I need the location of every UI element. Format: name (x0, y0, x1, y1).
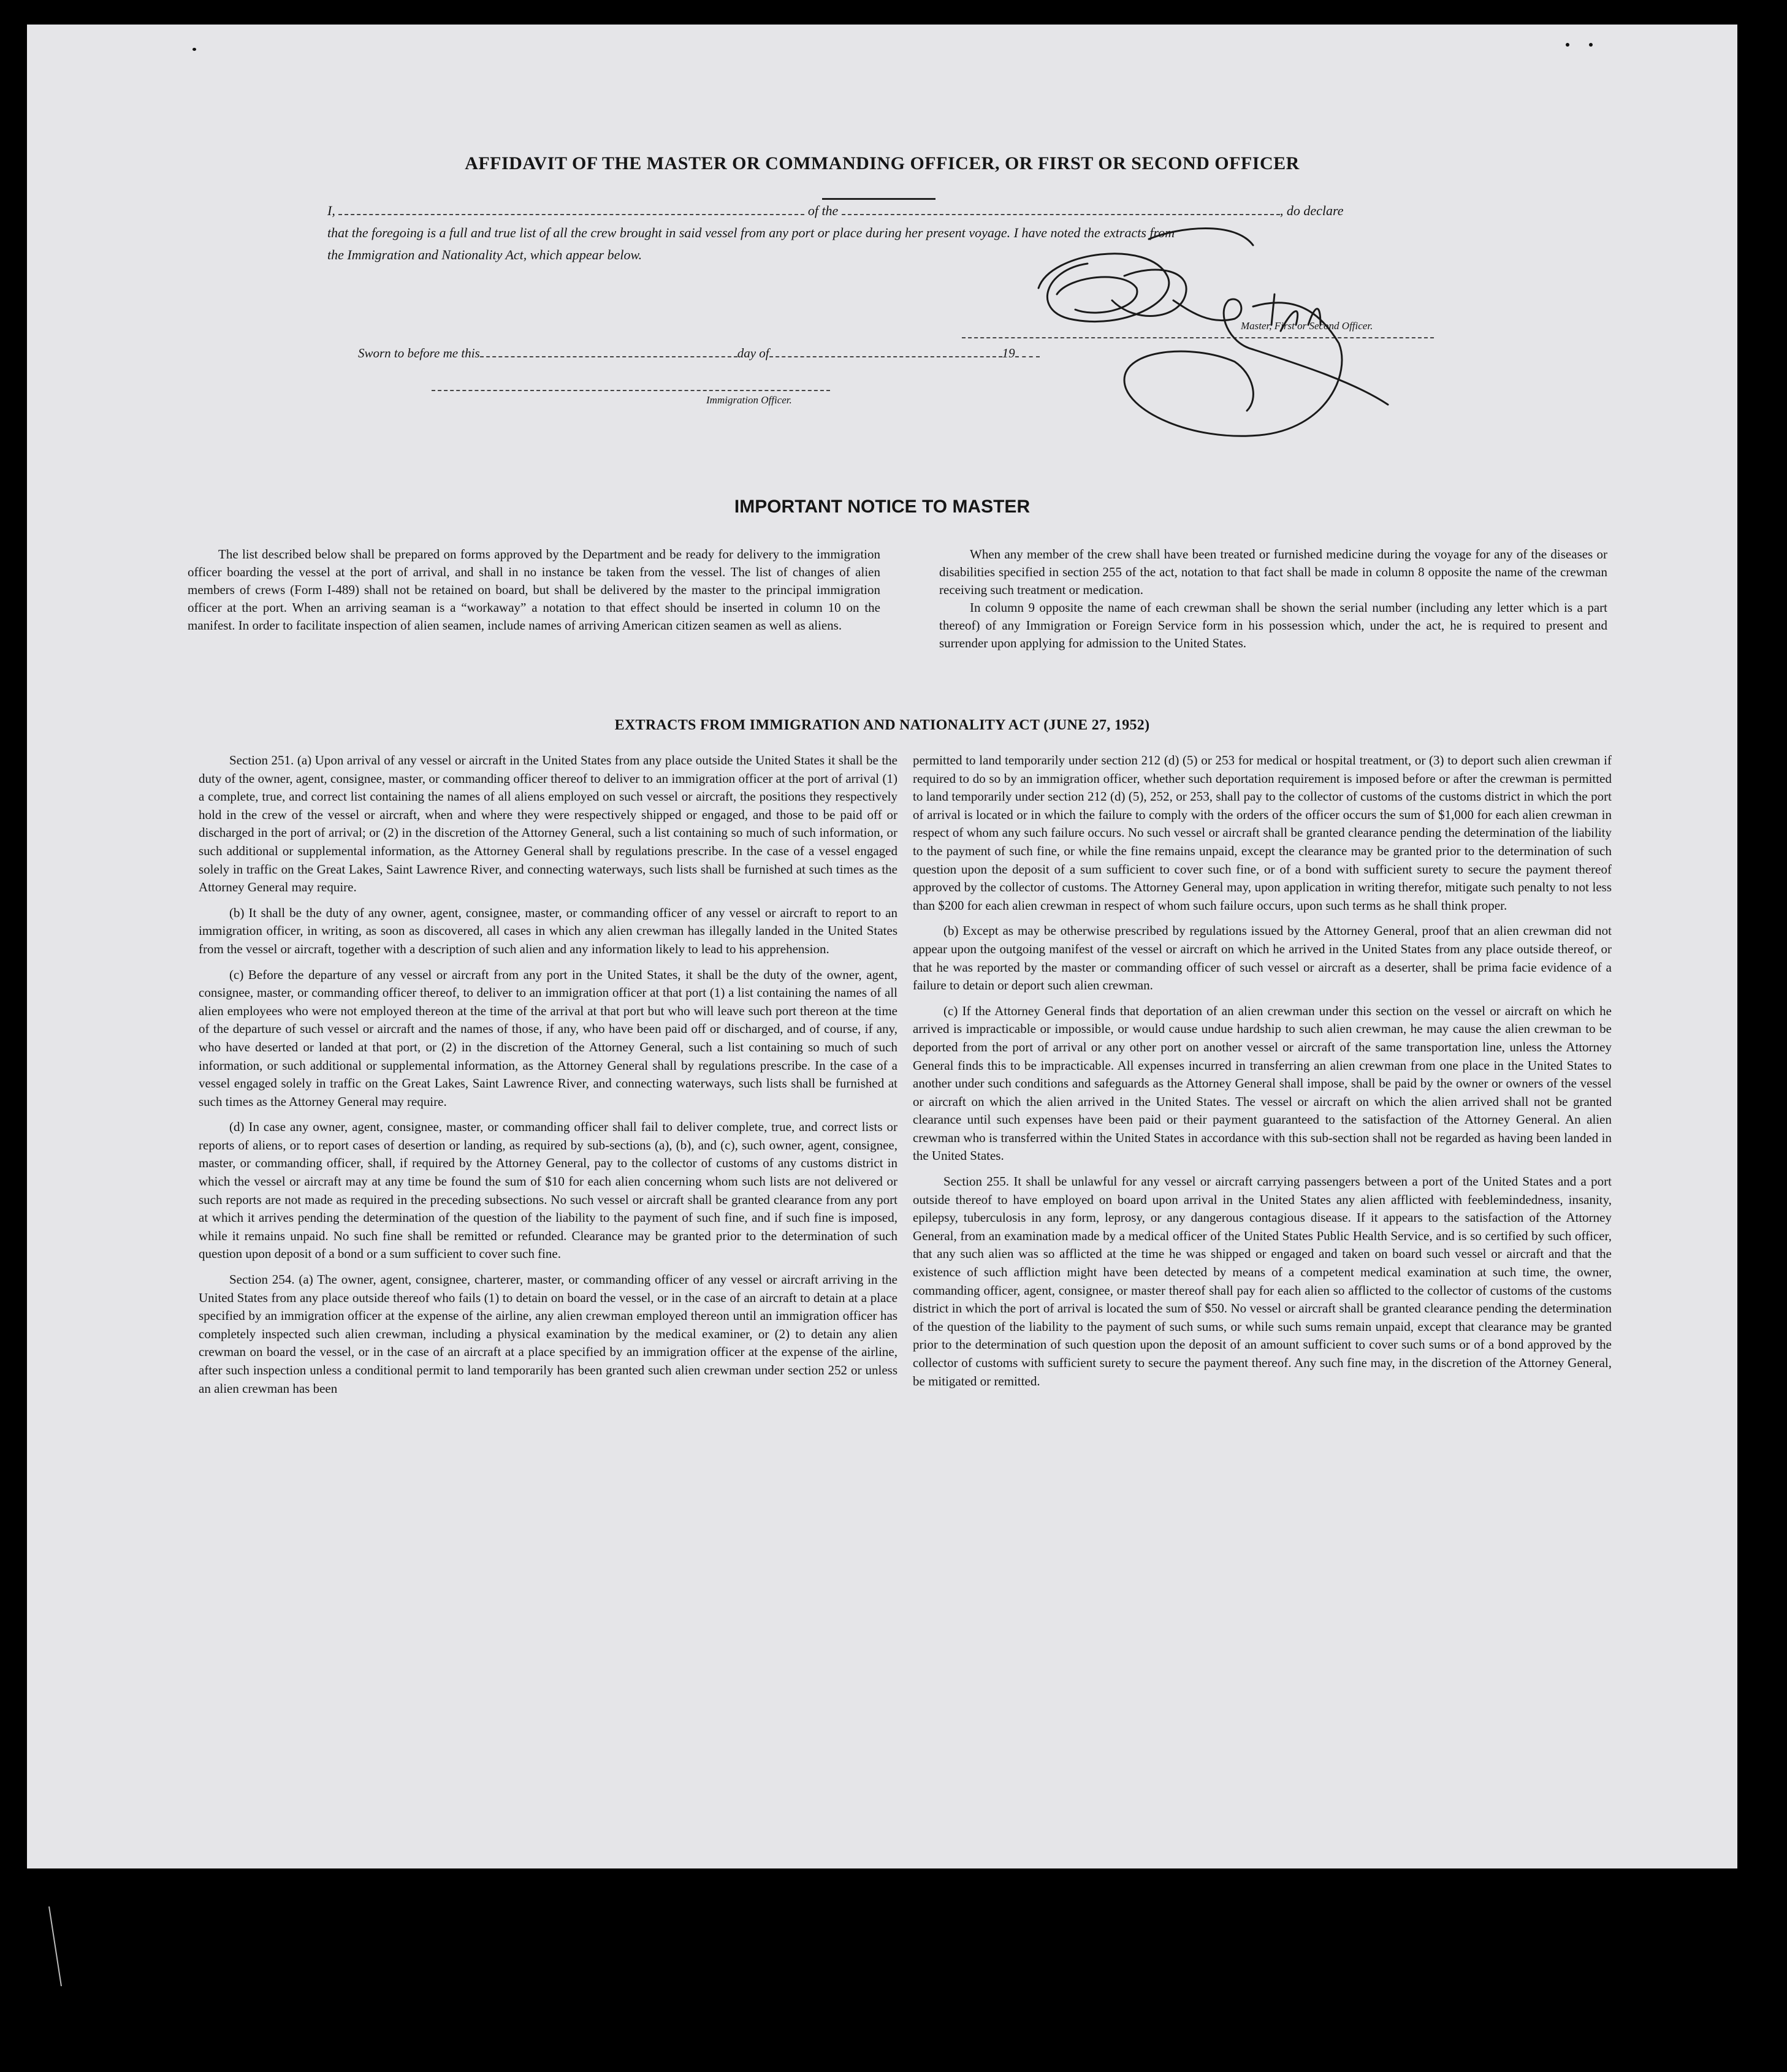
extracts-title: EXTRACTS FROM IMMIGRATION AND NATIONALITY ACT (JUNE 27, 1952) (614, 717, 1150, 733)
declaration-line-2: that the foregoing is a full and true list of all the crew brought in said vessel from any port or place during her present voyage. I have noted the extracts from (327, 225, 1175, 240)
declare-label: , do declare (1279, 203, 1344, 218)
section-251-b: (b) It shall be the duty of any owner, agent, consignee, master, or commanding officer of any vessel or aircraft to report to an immigration officer, in writing, as soon as discovered, all cases in which any alien crewman has illegally landed in the United States from the vessel or aircraft, together with a description of such alien and any information likely to lead to his apprehension. (199, 905, 897, 956)
document-page (27, 25, 1737, 1868)
notice-left-column (188, 546, 880, 634)
section-254-c: (c) If the Attorney General finds that deportation of an alien crewman under this section on the vessel or aircraft on which he arrived is impracticable or impossible, or would cause undue hardship to such alien crewman, he may cause the alien crewman to be deported from the port of arrival or any other port on another vessel or aircraft of the same transportation line, unless the Attorney General finds this to be impracticable. All expenses incurred in transferring an alien crewman from one place in the United States to another under such conditions and safeguards as the Attorney General shall impose, shall be paid by the owner or owners of the vessel or aircraft on which the alien arrived in the United States. The vessel or aircraft on which the alien arrived shall not be granted clearance until such expenses have been paid or their payment guaranteed to the satisfaction of the Attorney General. An alien crewman who is transferred within the United States in accordance with this sub-section shall not be regarded as having been landed in the United States. (913, 1003, 1612, 1164)
notice-paragraph: The list described below shall be prepared on forms approved by the Department and be ready for delivery to the immigration officer boarding the vessel at the port of arrival, and shall in no instance be taken from the vessel. The list of changes of alien members of crews (Form I-489) shall not be retained on board, but shall be delivered by the master to the principal immigration officer at the port. When an arriving seaman is a “workaway” a notation to that effect should be inserted in column 10 on the manifest. In order to facilitate inspection of alien seamen, include names of arriving American citizen seamen as well as aliens. (188, 547, 880, 633)
officer-caption: Immigration Officer. (706, 394, 792, 406)
day-of-label: day of (737, 346, 769, 360)
declarant-name-field[interactable] (338, 205, 804, 215)
section-254-a-continued: permitted to land temporarily under section 212 (d) (5) or 253 for medical or hospital treatment, or (3) to deport such alien crewman if required to do so by an immigration officer, whether such deportation requirement is imposed before or after the crewman is permitted to land temporarily under section 212 (d) (5), 252, or 253, shall pay to the collector of customs of the customs district in which the port of arrival is located or in which the failure to comply with the orders of the officer occurs the sum of $1,000 for each alien crewman in respect of whom any such failure occurs. No such vessel or aircraft shall be granted clearance pending the determination of the liability to the payment of such fine, or while the fine remains unpaid, except the clearance may be granted prior to the determination of such question upon the deposit of a sum sufficient to cover such fine, or of a bond with sufficient surety to secure the payment thereof approved by the collector of customs. The Attorney General may, upon application in writing therefor, mitigate such penalty to not less than $200 for each alien crewman in respect of whom such failure occurs, upon such terms as he shall think proper. (913, 753, 1612, 913)
notice-paragraph: When any member of the crew shall have been treated or furnished medicine during the voyage for any of the diseases or disabilities specified in section 255 of the act, notation to that fact shall be made in column 8 opposite the name of the crewman receiving such treatment or medication. (939, 547, 1607, 597)
affidavit-title: AFFIDAVIT OF THE MASTER OR COMMANDING OFFICER, OR FIRST OR SECOND OFFICER (465, 153, 1300, 173)
declarant-label: I, (327, 203, 335, 218)
notice-title: IMPORTANT NOTICE TO MASTER (734, 497, 1031, 517)
notice-paragraph: In column 9 opposite the name of each crewman shall be shown the serial number (including any letter which is a part thereof) of any Immigration or Foreign Service form in his possession which, under the act, he is required to present and surrender upon applying for admission to the United States. (939, 600, 1607, 650)
vessel-label: of the (807, 203, 839, 218)
sworn-day-field[interactable] (480, 348, 737, 357)
section-251-a: Section 251. (a) Upon arrival of any vessel or aircraft in the United States from any place outside the United States it shall be the duty of the owner, agent, consignee, master, or commanding officer thereof to deliver to an immigration officer at the port of arrival (1) a complete, true, and correct list containing the names of all aliens employed on such vessel or aircraft, the positions they respectively hold in the crew of the vessel or aircraft, when and where they were respectively shipped or engaged, and those to be paid off or discharged in the port of arrival; or (2) in the discretion of the Attorney General, such a list containing so much of such information, or such additional or supplemental information, as the Attorney General shall by regulations prescribe. In the case of a vessel engaged solely in traffic on the Great Lakes, Saint Lawrence River, and connecting waterways, such lists shall be furnished at such times as the Attorney General may require. (199, 753, 897, 895)
vessel-name-field[interactable] (842, 205, 1280, 215)
scan-speck (1566, 43, 1569, 47)
year-label: 19 (1002, 346, 1015, 360)
section-254-a: Section 254. (a) The owner, agent, consignee, charterer, master, or commanding officer of any vessel or aircraft arriving in the United States from any place outside thereof who fails (1) to detain on board the vessel, or in the case of an aircraft to detain at a place specified by an immigration officer at the expense of the airline, any alien crewman employed thereon until an immigration officer has completely inspected such alien crewman, including a physical examination by the medical examiner, or (2) to detain any alien crewman on board the vessel, or in the case of an aircraft at a place specified by an immigration officer at the expense of the airline, after such inspection unless a conditional permit to land temporarily has been granted such alien crewman under section 252 or unless an alien crewman has been (199, 1272, 897, 1396)
declaration-line-3: the Immigration and Nationality Act, which appear below. (327, 247, 642, 262)
officer-signature-line[interactable] (432, 390, 830, 391)
scan-speck (192, 48, 196, 51)
handwritten-signature (1032, 227, 1412, 454)
sworn-label: Sworn to before me this (358, 346, 480, 360)
section-251-c: (c) Before the departure of any vessel or aircraft from any port in the United States, it shall be the duty of the owner, agent, consignee, master, or commanding officer thereof, to deliver to an immigration officer at that port (1) a list containing the names of all alien employees who were not employed thereon at the time of the arrival at that port but who will leave such port thereon at the time of the departure of such vessel or aircraft and the names of those, if any, who have been paid off or discharged, and of course, if any, who have deserted or landed at that port, or (2) in the discretion of the Attorney General, such a list containing so much of such information, or such additional or supplemental information, as the Attorney General shall by regulations prescribe. In the case of a vessel engaged solely in traffic on the Great Lakes, Saint Lawrence River, and connecting waterways, such lists shall be furnished at such times as the Attorney General may require. (199, 967, 897, 1109)
declaration-line-1 (327, 200, 1461, 222)
section-254-b: (b) Except as may be otherwise prescribed by regulations issued by the Attorney General, proof that an alien crewman did not appear upon the outgoing manifest of the vessel or aircraft on which he arrived in the United States from any place outside thereof, or that he was reported by the master or commanding officer of such vessel or aircraft as a deserter, shall be prima facie evidence of a failure to detain or deport such alien crewman. (913, 923, 1612, 993)
signature-caption: Master, First or Second Officer. (1241, 320, 1373, 332)
notice-right-column (939, 546, 1607, 652)
act-left-column (199, 752, 897, 1405)
film-scratch (43, 1900, 80, 1992)
section-255: Section 255. It shall be unlawful for any vessel or aircraft carrying passengers between a port of the United States and a port outside thereof to have employed on board upon arrival in the United States any alien afflicted with feeblemindedness, insanity, epilepsy, tuberculosis in any form, leprosy, or any dangerous contagious disease. If it appears to the satisfaction of the Attorney General, from an examination made by a medical officer of the United States Public Health Service, and is so certified by such officer, that any such alien was so afflicted at the time he was shipped or engaged and taken on board such vessel or aircraft and that the existence of such affliction might have been detected by means of a competent medical examination at such time, the owner, commanding officer, agent, consignee, or master thereof shall pay for each alien so afflicted to the collector of customs of the customs district in which the port of arrival is located the sum of $50. No vessel or aircraft shall be granted clearance pending the determination of the question of the liability to the payment of such sums, or while such sums remain unpaid, except that clearance may be granted prior to the determination of such question upon the deposit of an amount sufficient to cover such sums or of a bond approved by the collector of customs with sufficient surety to secure the payment thereof. Any such fine may, in the discretion of the Attorney General, be mitigated or remitted. (913, 1174, 1612, 1388)
sworn-month-field[interactable] (769, 348, 1002, 357)
scan-speck (1589, 43, 1593, 47)
section-251-d: (d) In case any owner, agent, consignee, master, or commanding officer shall fail to deliver complete, true, and correct lists or reports of aliens, or to report cases of desertion or landing, as required by sub-sections (a), (b), and (c), such owner, agent, consignee, master, or commanding officer, shall, if required by the Attorney General, pay to the collector of customs of any customs district in which the vessel or aircraft may at any time be found the sum of $10 for each alien concerning whom such lists are not delivered or such reports are not made as required in the preceding subsections. No such vessel or aircraft shall be granted clearance from any port at which it arrives pending the determination of the question of the liability to the payment of such fine, and if such fine is imposed, while it remains unpaid. No such fine shall be remitted or refunded. Clearance may be granted prior to the determination of such question upon deposit of a bond or a sum sufficient to cover such fine. (199, 1119, 897, 1262)
act-right-column (913, 752, 1612, 1398)
